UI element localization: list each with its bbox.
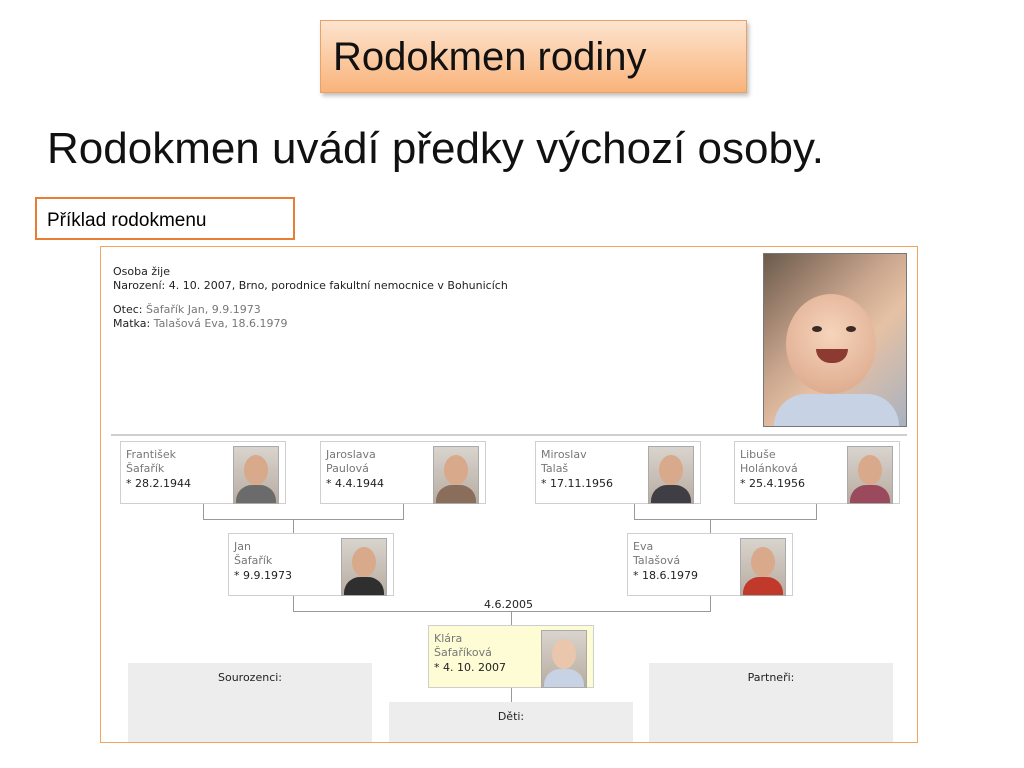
person-photo bbox=[648, 446, 694, 504]
family-tree-screenshot bbox=[100, 246, 918, 743]
person-card-grandmother-maternal[interactable]: Libuše Holánková * 25.4.1956 bbox=[734, 441, 900, 504]
example-label: Příklad rodokmenu bbox=[47, 210, 207, 231]
mother-link[interactable]: Talašová Eva, 18.6.1979 bbox=[153, 317, 288, 330]
person-photo bbox=[541, 630, 587, 688]
person-photo bbox=[233, 446, 279, 504]
example-label-box bbox=[35, 197, 295, 240]
partners-panel bbox=[649, 663, 893, 743]
person-photo bbox=[847, 446, 893, 504]
person-card-father[interactable]: Jan Šafařík * 9.9.1973 bbox=[228, 533, 394, 596]
person-photo bbox=[341, 538, 387, 596]
slide-heading: Rodokmen uvádí předky výchozí osoby. bbox=[47, 124, 824, 173]
person-card-grandmother-paternal[interactable]: Jaroslava Paulová * 4.4.1944 bbox=[320, 441, 486, 504]
person-mother: Matka: Talašová Eva, 18.6.1979 bbox=[113, 317, 288, 330]
siblings-panel bbox=[128, 663, 372, 743]
person-card-grandfather-maternal[interactable]: Miroslav Talaš * 17.11.1956 bbox=[535, 441, 701, 504]
partners-label: Partneři: bbox=[747, 671, 795, 684]
slide-title-box bbox=[320, 20, 747, 93]
subject-photo bbox=[763, 253, 907, 427]
person-status: Osoba žije bbox=[113, 265, 170, 278]
siblings-label: Sourozenci: bbox=[217, 671, 283, 684]
children-panel bbox=[389, 702, 633, 743]
father-link[interactable]: Šafařík Jan, 9.9.1973 bbox=[146, 303, 261, 316]
person-card-subject[interactable]: Klára Šafaříková * 4. 10. 2007 bbox=[428, 625, 594, 688]
children-label: Děti: bbox=[497, 710, 525, 723]
person-card-grandfather-paternal[interactable]: František Šafařík * 28.2.1944 bbox=[120, 441, 286, 504]
tree-divider bbox=[111, 434, 907, 436]
person-photo bbox=[740, 538, 786, 596]
person-photo bbox=[433, 446, 479, 504]
marriage-date: 4.6.2005 bbox=[484, 598, 533, 611]
slide-title: Rodokmen rodiny bbox=[333, 35, 647, 79]
person-father: Otec: Šafařík Jan, 9.9.1973 bbox=[113, 303, 261, 316]
person-info bbox=[113, 265, 508, 331]
person-card-mother[interactable]: Eva Talašová * 18.6.1979 bbox=[627, 533, 793, 596]
person-birth: Narození: 4. 10. 2007, Brno, porodnice fakultní nemocnice v Bohunicích bbox=[113, 279, 508, 292]
